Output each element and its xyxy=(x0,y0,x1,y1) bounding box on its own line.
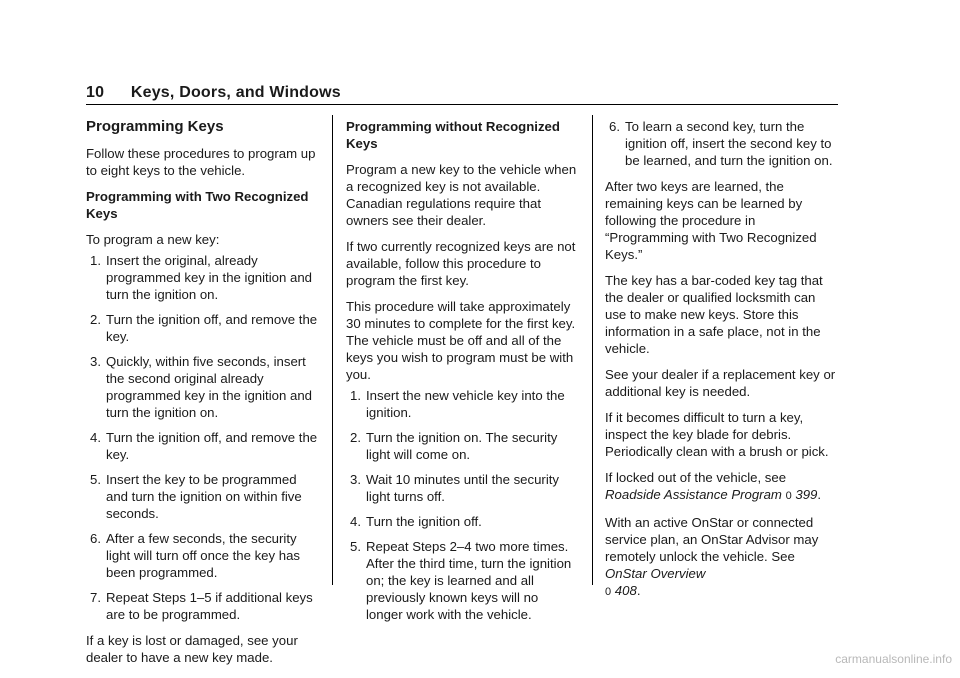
list-item: 2. Turn the ignition on. The security light will come on. xyxy=(350,430,558,462)
list-item: 5. Insert the key to be programmed and turn the ignition on within five seconds. xyxy=(90,472,302,521)
paragraph: If two currently recognized keys are not available, follow this procedure to program the first key. xyxy=(346,239,576,288)
paragraph: Program a new key to the vehicle when a recognized key is not available. Canadian regulations require that owners see their dealer. xyxy=(346,162,577,228)
watermark: carmanualsonline.info xyxy=(835,652,952,666)
column-2 xyxy=(346,118,578,632)
list-item: 4. Turn the ignition off, and remove the key. xyxy=(90,430,318,462)
list-item: 6. To learn a second key, turn the ignition off, insert the second key to be learned, and turn the ignition on. xyxy=(609,119,833,168)
list-item: 7. Repeat Steps 1–5 if additional keys are to be programmed. xyxy=(90,590,313,622)
paragraph: This procedure will take approximately 30 minutes to complete for the first key. The vehicle must be off and all of the keys you wish to program must be with you. xyxy=(346,299,576,382)
paragraph: If locked out of the vehicle, see Roadside Assistance Program 0 399. xyxy=(605,470,822,502)
paragraph: After two keys are learned, the remaining keys can be learned by following the procedure in “Programming with Two Recognized Keys.” xyxy=(605,179,817,262)
subheading: Programming with Two Recognized Keys xyxy=(86,189,309,221)
steps-list xyxy=(346,387,578,623)
section-heading: Programming Keys xyxy=(86,118,224,135)
column-divider xyxy=(592,115,593,585)
list-item: 2. Turn the ignition off, and remove the key. xyxy=(90,312,318,344)
list-item: 5. Repeat Steps 2–4 two more times. After the third time, turn the ignition on; the key is learned and all previously known keys will no longer work with the vehicle. xyxy=(350,539,572,622)
page-header xyxy=(86,84,341,102)
list-item: 4. Turn the ignition off. xyxy=(350,514,482,529)
column-divider xyxy=(332,115,333,585)
page-ref-arrow-icon: 0 xyxy=(605,586,612,598)
column-1 xyxy=(86,118,318,675)
steps-list xyxy=(86,252,318,623)
roadside-assistance-link[interactable]: Roadside Assistance Program 0 399 xyxy=(605,487,818,502)
onstar-overview-link[interactable]: OnStar Overview 0 408 xyxy=(605,566,706,598)
paragraph: Follow these procedures to program up to eight keys to the vehicle. xyxy=(86,146,316,178)
subheading: Programming without Recognized Keys xyxy=(346,119,560,151)
list-item: 3. Wait 10 minutes until the security light turns off. xyxy=(350,472,560,504)
paragraph: If it becomes difficult to turn a key, inspect the key blade for debris. Periodically clean with a brush or pick. xyxy=(605,410,829,459)
paragraph: If a key is lost or damaged, see your dealer to have a new key made. xyxy=(86,633,298,665)
list-item: 1. Insert the new vehicle key into the ignition. xyxy=(350,388,565,420)
header-rule xyxy=(86,104,838,105)
paragraph: With an active OnStar or connected service plan, an OnStar Advisor may remotely unlock the vehicle. See OnStar Overview 0 408. xyxy=(605,515,819,598)
paragraph: The key has a bar-coded key tag that the dealer or qualified locksmith can use to make new keys. Store this information in a safe place, not in the vehicle. xyxy=(605,273,823,356)
paragraph: To program a new key: xyxy=(86,232,220,247)
chapter-title: Keys, Doors, and Windows xyxy=(130,84,341,101)
page-number: 10 xyxy=(86,84,105,101)
page-ref-arrow-icon: 0 xyxy=(785,490,792,502)
steps-list xyxy=(605,118,840,169)
list-item: 6. After a few seconds, the security light will turn off once the key has been programmed. xyxy=(90,531,301,580)
list-item: 3. Quickly, within five seconds, insert the second original already programmed key in the ignition and turn the ignition on. xyxy=(90,354,312,420)
list-item: 1. Insert the original, already programmed key in the ignition and turn the ignition on. xyxy=(90,253,312,302)
paragraph: See your dealer if a replacement key or additional key is needed. xyxy=(605,367,836,399)
column-3 xyxy=(605,118,840,610)
